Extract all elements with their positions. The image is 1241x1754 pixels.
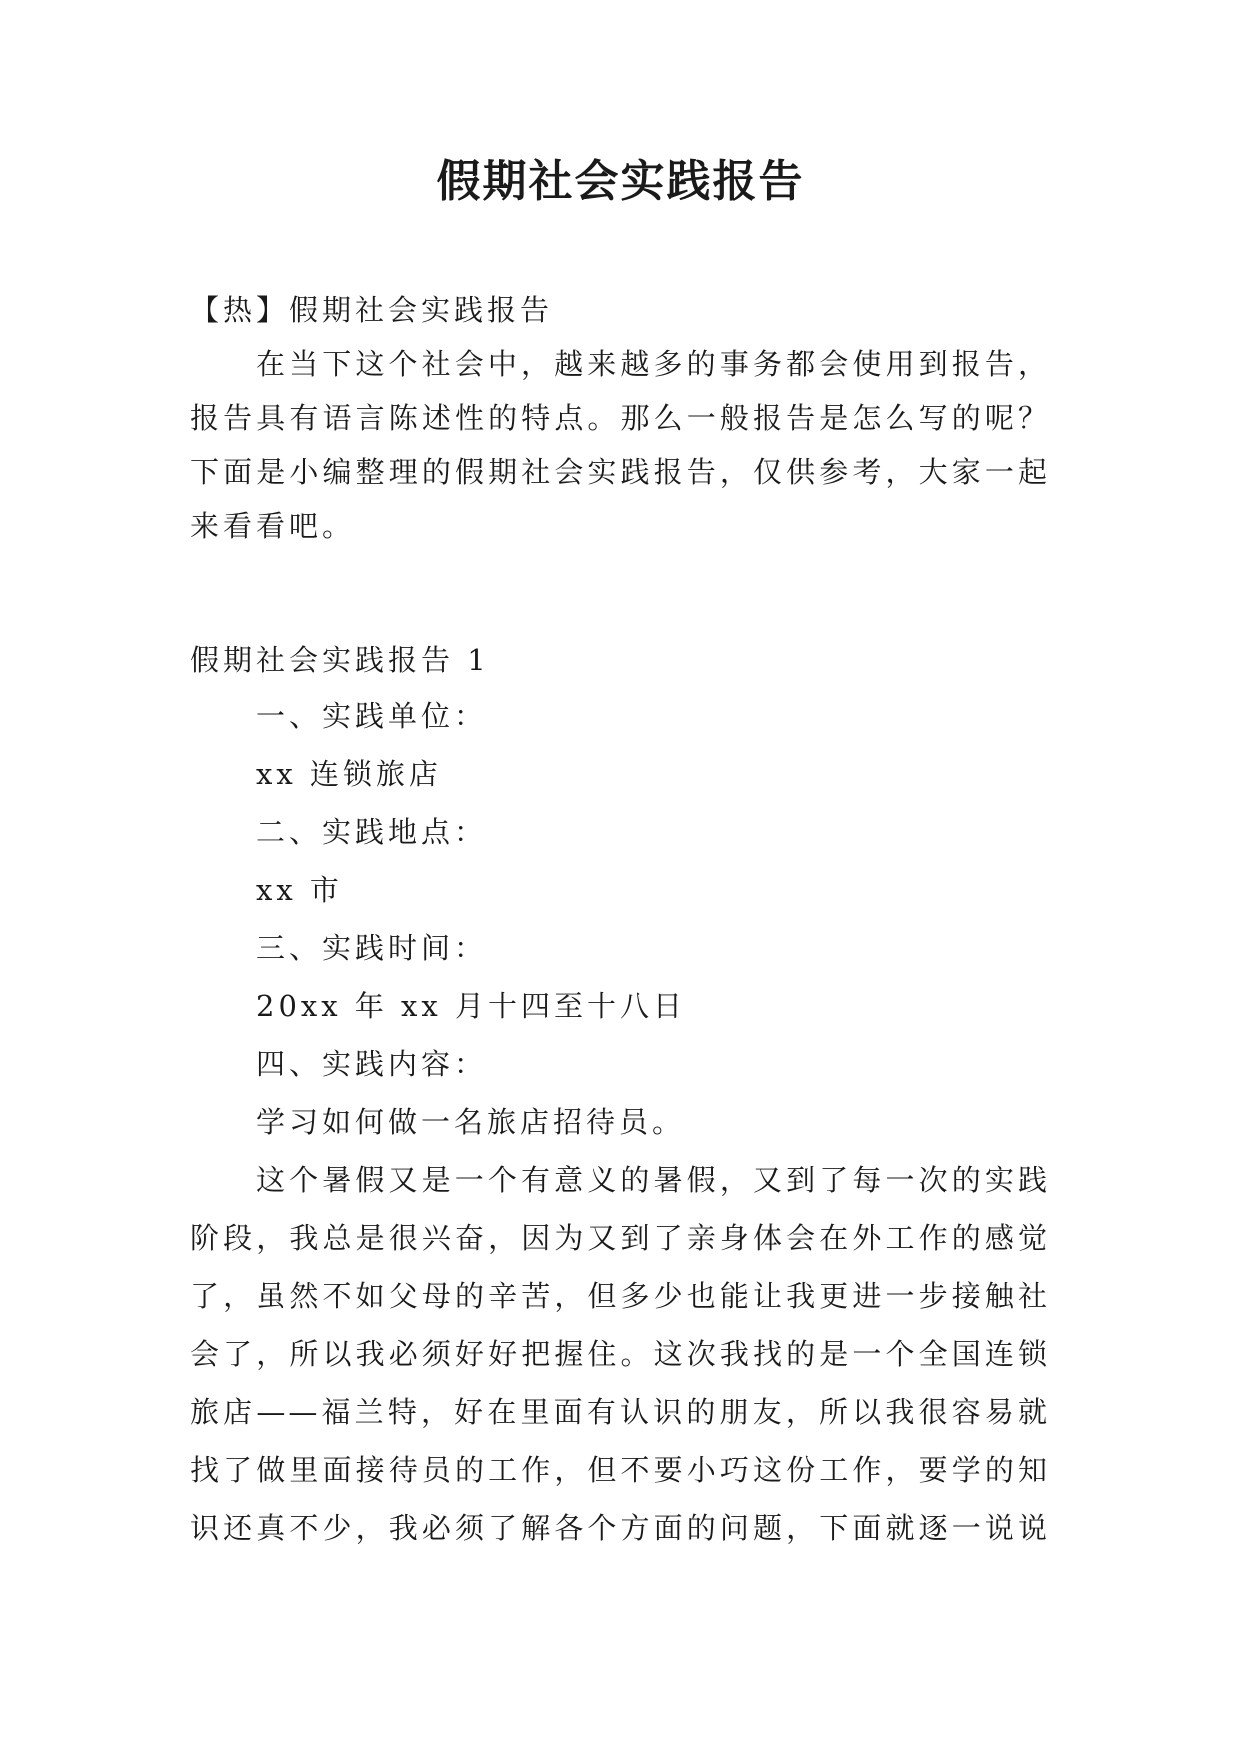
body-line: 旅店——福兰特，好在里面有认识的朋友，所以我很容易就 — [190, 1395, 1050, 1429]
intro-line: 来看看吧。 — [190, 509, 356, 543]
list-item: xx 市 — [256, 873, 343, 907]
intro-line: 下面是小编整理的假期社会实践报告，仅供参考，大家一起 — [190, 455, 1050, 489]
section-heading: 假期社会实践报告 1 — [190, 643, 490, 677]
body-line: 识还真不少，我必须了解各个方面的问题，下面就逐一说说 — [190, 1511, 1050, 1545]
intro-line: 报告具有语言陈述性的特点。那么一般报告是怎么写的呢？ — [190, 401, 1050, 435]
list-item: 学习如何做一名旅店招待员。 — [256, 1105, 686, 1139]
subtitle-line: 【热】假期社会实践报告 — [190, 293, 554, 327]
document-title: 假期社会实践报告 — [436, 156, 805, 207]
body-line: 阶段，我总是很兴奋，因为又到了亲身体会在外工作的感觉 — [190, 1221, 1050, 1255]
body-line: 找了做里面接待员的工作，但不要小巧这份工作，要学的知 — [190, 1453, 1050, 1487]
intro-line: 在当下这个社会中，越来越多的事务都会使用到报告， — [256, 347, 1050, 381]
list-item: 四、实践内容： — [256, 1047, 488, 1081]
body-line: 这个暑假又是一个有意义的暑假，又到了每一次的实践 — [256, 1163, 1050, 1197]
list-item: xx 连锁旅店 — [256, 757, 442, 791]
body-line: 了，虽然不如父母的辛苦，但多少也能让我更进一步接触社 — [190, 1279, 1050, 1313]
list-item: 三、实践时间： — [256, 931, 488, 965]
list-item: 20xx 年 xx 月十四至十八日 — [256, 989, 686, 1023]
list-item: 二、实践地点： — [256, 815, 488, 849]
body-line: 会了，所以我必须好好把握住。这次我找的是一个全国连锁 — [190, 1337, 1050, 1371]
list-item: 一、实践单位： — [256, 699, 488, 733]
